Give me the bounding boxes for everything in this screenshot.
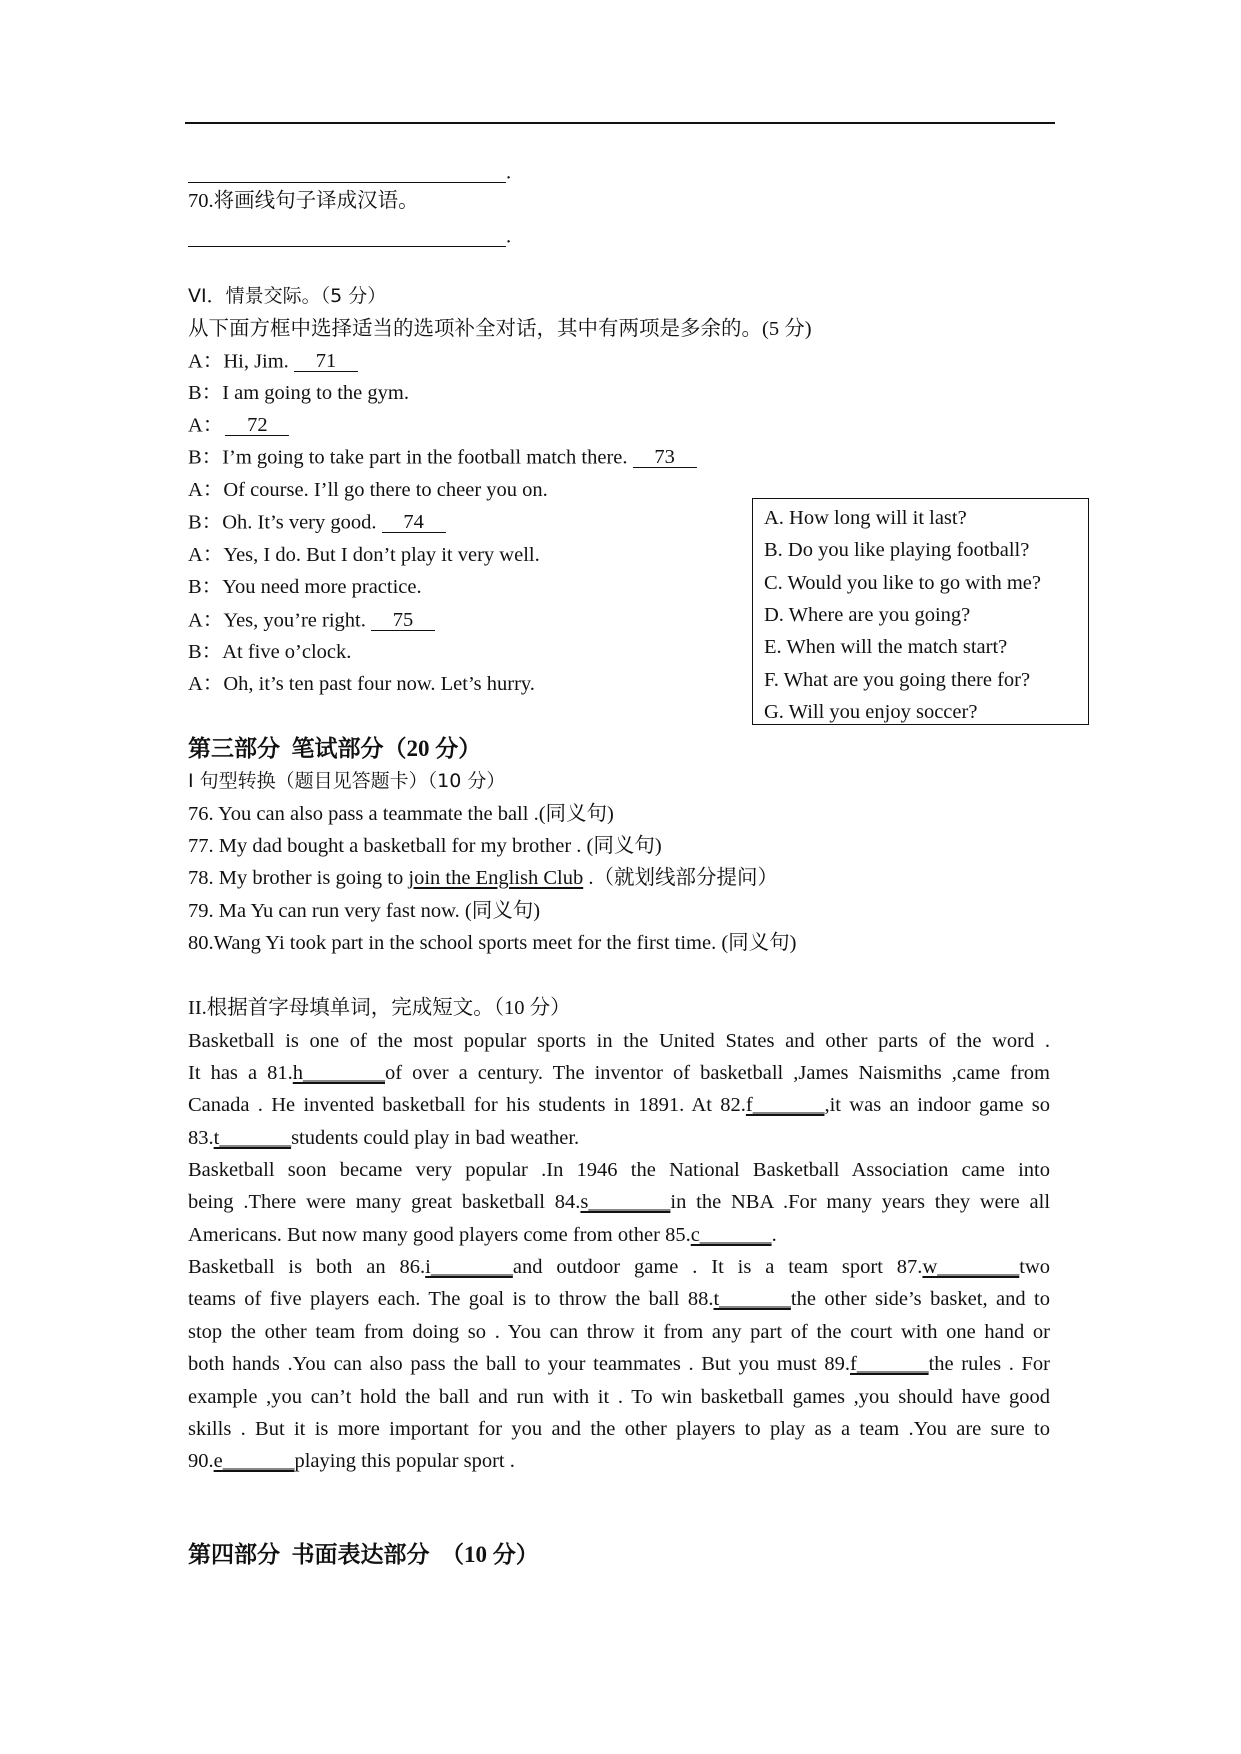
speaker-label: B： [188,641,223,663]
dialogue-line [188,480,548,501]
section-1-heading: I 句型转换（题目见答题卡）（10 分） [188,770,506,792]
passage-line [188,1094,1050,1117]
dialogue-line [188,512,446,533]
question-78: 78. My brother is going to join the English Club .（就划线部分提问） [188,867,778,889]
fill-blank: c_______ [690,1224,772,1246]
passage-text: two [1019,1256,1050,1278]
passage-text: the other side’s basket, and to [790,1288,1050,1310]
passage-text: in the NBA .For many years they were all [670,1191,1051,1213]
dialogue-line [188,447,697,468]
section-6-heading: VI．情景交际。（5 分） [188,285,387,307]
passage-text: Canada . He invented basketball for his students in 1891. At 82. [188,1094,746,1116]
dialogue-line [188,383,409,404]
passage-line [188,1062,1050,1085]
speaker-label: B： [188,511,223,534]
speaker-label: B： [188,576,223,598]
option-item: B. Do you like playing football? [764,539,1030,562]
passage-line [188,1127,1050,1150]
dialogue-text: Oh, it’s ten past four now. Let’s hurry. [223,673,535,695]
option-item: F. What are you going there for? [764,668,1031,691]
speaker-label: A： [188,609,224,632]
fill-blank: t_______ [213,1127,292,1149]
fill-blank: w________ [922,1256,1020,1278]
fill-blank: t_______ [713,1288,791,1310]
answer-blank: 72 [225,415,289,436]
passage-text: Americans. But now many good players come from other 85. [188,1224,691,1246]
passage-text: teams of five players each. The goal is to throw the ball 88. [188,1288,714,1310]
passage-line [188,1256,1050,1279]
passage-line [188,1386,1050,1409]
speaker-label: A： [188,544,224,566]
section-6-instruction: 从下面方框中选择适当的选项补全对话，其中有两项是多余的。(5 分) [188,318,812,340]
passage-text: playing this popular sport . [294,1450,515,1472]
options-box [752,498,1089,725]
question-78-underlined: join the English Club [408,867,584,889]
passage-line [188,1321,1050,1344]
passage-text: It has a 81. [188,1062,293,1084]
passage-text: 83. [188,1127,214,1149]
speaker-label: A： [188,479,224,501]
fill-blank: h________ [292,1062,385,1084]
dialogue-text: Yes, I do. But I don’t play it very well. [223,544,540,566]
dialogue-line [188,545,540,566]
passage-text: Basketball soon became very popular .In 1946 the National Basketball Association came into [188,1159,1050,1181]
dialogue-text: At five o’clock. [222,641,352,663]
dialogue-line [188,674,535,695]
dialogue-text: Of course. I’ll go there to cheer you on. [223,479,548,501]
question-77: 77. My dad bought a basketball for my brother . (同义句) [188,835,662,857]
passage-text: the rules . For [928,1353,1050,1375]
passage-line [188,1353,1050,1376]
passage-text: of over a century. The inventor of basketball ,James Naismiths ,came from [384,1062,1051,1084]
dialogue-line [188,577,422,598]
speaker-label: A： [188,414,224,437]
answer-blank: 75 [371,610,435,631]
dialogue-line [188,642,351,663]
answer-line-69: . [188,162,511,183]
option-item: G. Will you enjoy soccer? [764,700,978,723]
dialogue-line [188,610,435,631]
passage-line [188,1224,1050,1247]
question-80: 80.Wang Yi took part in the school sports meet for the first time. (同义句) [188,932,797,954]
fill-blank: s________ [580,1191,671,1213]
fill-blank: i________ [425,1256,513,1278]
passage-line [188,1288,1050,1311]
speaker-label: A： [188,350,224,373]
passage-text: stop the other team from doing so . You can throw it from any part of the court with one hand or [188,1321,1050,1343]
part-4-heading: 第四部分 书面表达部分 （10 分） [188,1542,539,1567]
answer-blank: 74 [382,512,446,533]
dialogue-text: Oh. It’s very good. [222,511,382,534]
passage-text: skills . But it is more important for you and the other players to play as a team .You are sure to [188,1418,1050,1440]
header-rule [185,122,1055,124]
answer-blank: 71 [294,351,358,372]
option-item: D. Where are you going? [764,603,971,626]
passage-text: 90. [188,1450,214,1472]
passage-text: ,it was an indoor game so [824,1094,1050,1116]
dialogue-text: I am going to the gym. [222,382,409,404]
dialogue-text: Yes, you’re right. [223,609,371,632]
fill-blank: f_______ [745,1094,825,1116]
passage-text: being .There were many great basketball 84. [188,1191,581,1213]
passage-line [188,1191,1050,1214]
question-79: 79. Ma Yu can run very fast now. (同义句) [188,900,541,922]
speaker-label: B： [188,382,223,404]
passage-line [188,1159,1050,1182]
dialogue-text: You need more practice. [222,576,422,598]
passage-text: . [771,1224,777,1246]
passage-text: both hands .You can also pass the ball to your teammates . But you must 89. [188,1353,850,1375]
speaker-label: B： [188,446,223,469]
dialogue-line [188,351,358,372]
passage-text: and outdoor game . It is a team sport 87. [512,1256,923,1278]
passage-text: example ,you can’t hold the ball and run with it . To win basketball games ,you should have good [188,1386,1050,1408]
option-item: A. How long will it last? [764,507,967,529]
question-70: 70.将画线句子译成汉语。 [188,190,419,212]
part-3-heading: 第三部分 笔试部分（20 分） [188,736,482,761]
passage-line [188,1030,1050,1053]
dialogue-text: I’m going to take part in the football match there. [222,446,633,469]
passage-line [188,1418,1050,1441]
option-item: C. Would you like to go with me? [764,571,1041,594]
passage-text: Basketball is both an 86. [188,1256,426,1278]
question-76: 76. You can also pass a teammate the ball .(同义句) [188,803,614,825]
fill-blank: e_______ [213,1450,295,1472]
fill-blank: f_______ [850,1353,929,1375]
passage-text: students could play in bad weather. [291,1127,580,1149]
speaker-label: A： [188,673,224,695]
dialogue-line [188,415,289,436]
passage-line [188,1450,1050,1473]
option-item: E. When will the match start? [764,636,1008,659]
passage-text: Basketball is one of the most popular sports in the United States and other parts of the word . [188,1030,1050,1052]
dialogue-text: Hi, Jim. [223,350,294,373]
answer-blank: 73 [633,447,697,468]
answer-line-70: . [188,226,511,247]
section-2-heading: II.根据首字母填单词，完成短文。（10 分） [188,997,571,1019]
